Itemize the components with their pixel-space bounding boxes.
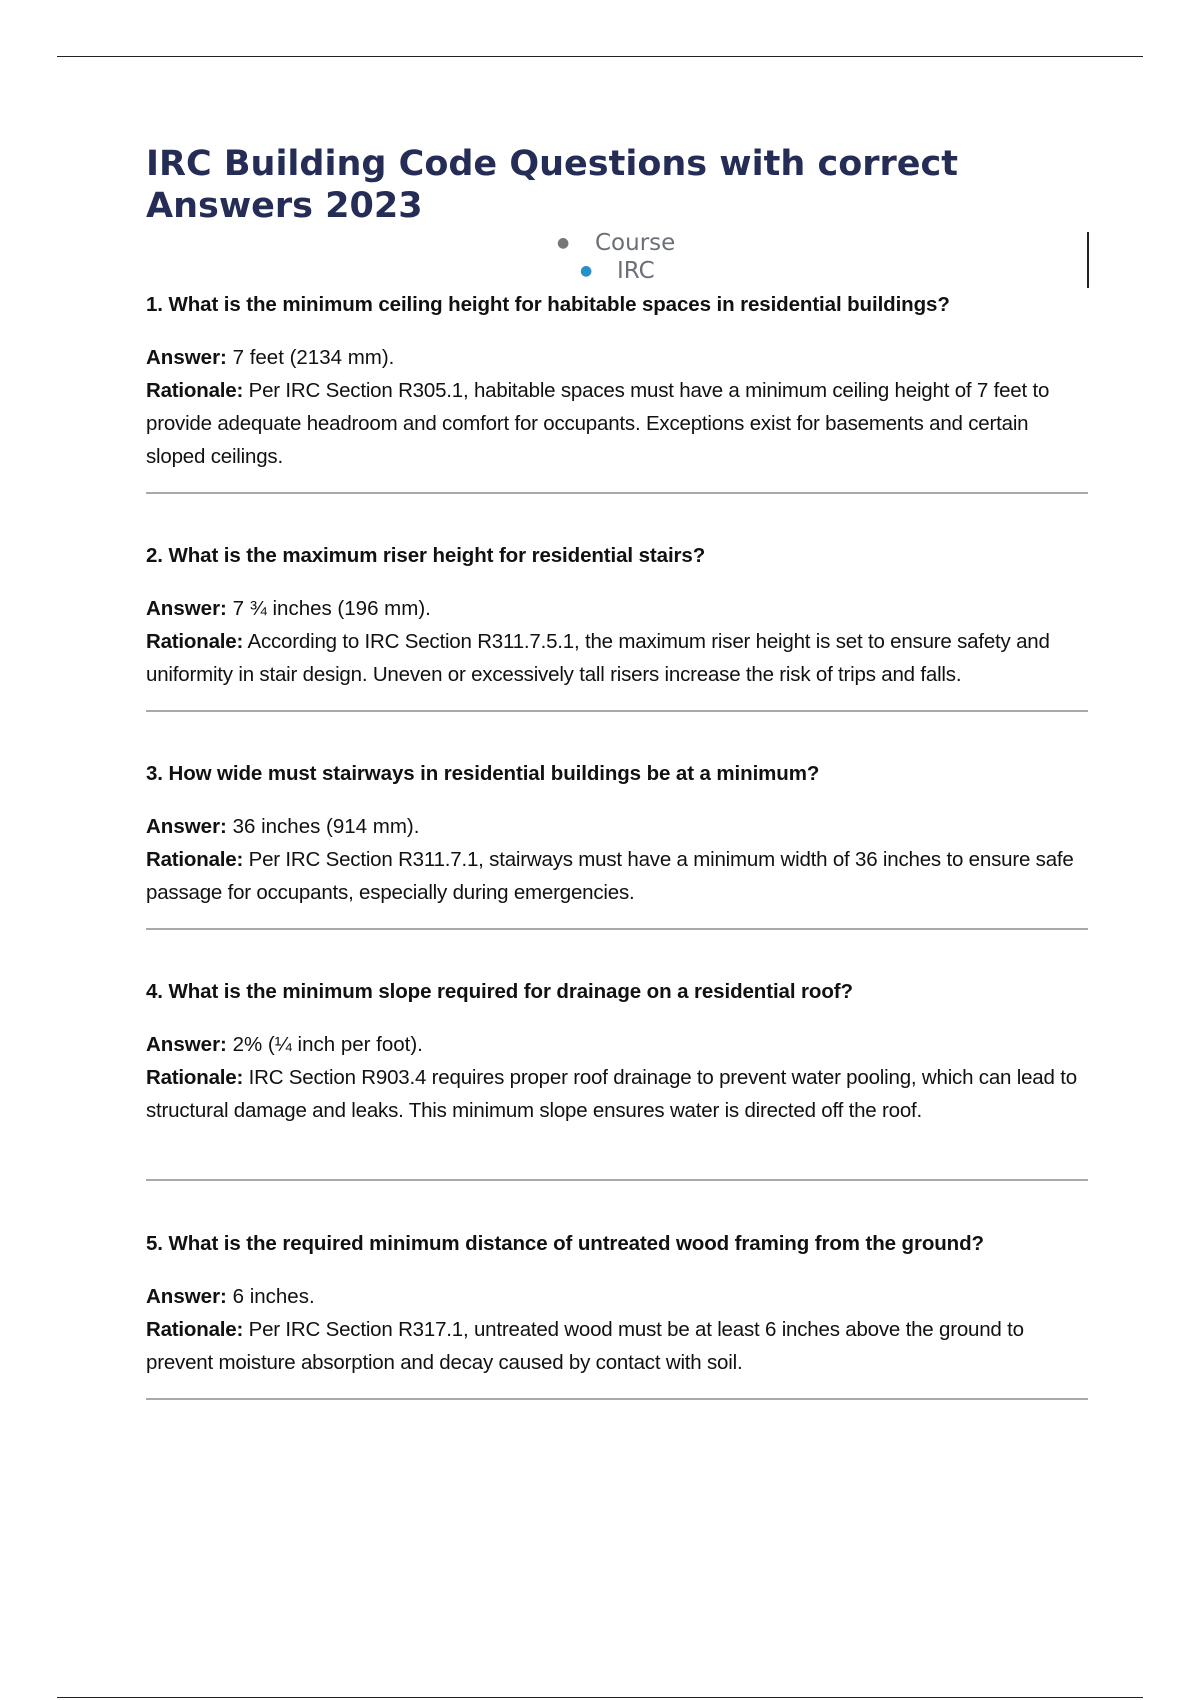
- bottom-page-rule: [57, 1697, 1143, 1698]
- section-divider: [146, 492, 1088, 494]
- answer-text: 7 ¾ inches (196 mm).: [232, 597, 431, 620]
- top-page-rule: [57, 56, 1143, 57]
- rationale-text: Per IRC Section R305.1, habitable spaces must have a minimum ceiling height of 7 feet to provide adequate headroom and comfort for occupants. Exceptions exist for basements and certain sloped ceilings.: [146, 379, 1050, 468]
- rationale-text: According to IRC Section R311.7.5.1, the maximum riser height is set to ensure safety and uniformity in stair design. Uneven or excessively tall risers increase the risk of trips and falls.: [146, 630, 1050, 686]
- question-text: 5. What is the required minimum distance of untreated wood framing from the ground?: [146, 1232, 984, 1255]
- answer-text: 36 inches (914 mm).: [232, 815, 420, 838]
- document-title: IRC Building Code Questions with correct Answers 2023: [146, 144, 958, 226]
- question-item: [146, 760, 1088, 909]
- question-item: [146, 291, 1088, 473]
- rationale-label: Rationale:: [146, 848, 244, 871]
- answer-text: 7 feet (2134 mm).: [232, 346, 395, 369]
- answer-text: 2% (¼ inch per foot).: [232, 1033, 423, 1056]
- bullet-icon: ●: [580, 263, 593, 279]
- rationale-line: [146, 625, 1088, 691]
- rationale-line: [146, 374, 1088, 473]
- rationale-text: Per IRC Section R317.1, untreated wood must be at least 6 inches above the ground to prevent moisture absorption and decay caused by contact with soil.: [146, 1318, 1024, 1374]
- answer-text: 6 inches.: [232, 1285, 315, 1308]
- question-item: [146, 542, 1088, 691]
- vertical-bar-marker: [1087, 232, 1089, 288]
- rationale-label: Rationale:: [146, 1066, 244, 1089]
- question-item: [146, 978, 1088, 1127]
- section-divider: [146, 1179, 1088, 1181]
- answer-label: Answer:: [146, 1285, 227, 1308]
- question-text: 2. What is the maximum riser height for residential stairs?: [146, 544, 706, 567]
- rationale-label: Rationale:: [146, 379, 244, 402]
- answer-label: Answer:: [146, 346, 227, 369]
- question-text: 4. What is the minimum slope required for drainage on a residential roof?: [146, 980, 853, 1003]
- rationale-line: [146, 1061, 1088, 1127]
- rationale-label: Rationale:: [146, 630, 244, 653]
- answer-line: [146, 592, 1088, 625]
- rationale-line: [146, 1313, 1088, 1379]
- answer-label: Answer:: [146, 597, 227, 620]
- rationale-line: [146, 843, 1088, 909]
- tag-irc[interactable]: IRC: [617, 258, 655, 284]
- bullet-icon: ●: [557, 235, 570, 251]
- question-text: 1. What is the minimum ceiling height for habitable spaces in residential buildings?: [146, 293, 950, 316]
- section-divider: [146, 928, 1088, 930]
- answer-label: Answer:: [146, 815, 227, 838]
- rationale-label: Rationale:: [146, 1318, 244, 1341]
- answer-line: [146, 341, 1088, 374]
- question-item: [146, 1230, 1088, 1379]
- answer-line: [146, 1028, 1088, 1061]
- section-divider: [146, 710, 1088, 712]
- answer-line: [146, 810, 1088, 843]
- section-divider: [146, 1398, 1088, 1400]
- tag-course[interactable]: Course: [595, 230, 676, 256]
- answer-line: [146, 1280, 1088, 1313]
- rationale-text: Per IRC Section R311.7.1, stairways must have a minimum width of 36 inches to ensure safe passage for occupants, especially during emergencies.: [146, 848, 1074, 904]
- question-text: 3. How wide must stairways in residential buildings be at a minimum?: [146, 762, 820, 785]
- answer-label: Answer:: [146, 1033, 227, 1056]
- rationale-text: IRC Section R903.4 requires proper roof drainage to prevent water pooling, which can lead to structural damage and leaks. This minimum slope ensures water is directed off the roof.: [146, 1066, 1077, 1122]
